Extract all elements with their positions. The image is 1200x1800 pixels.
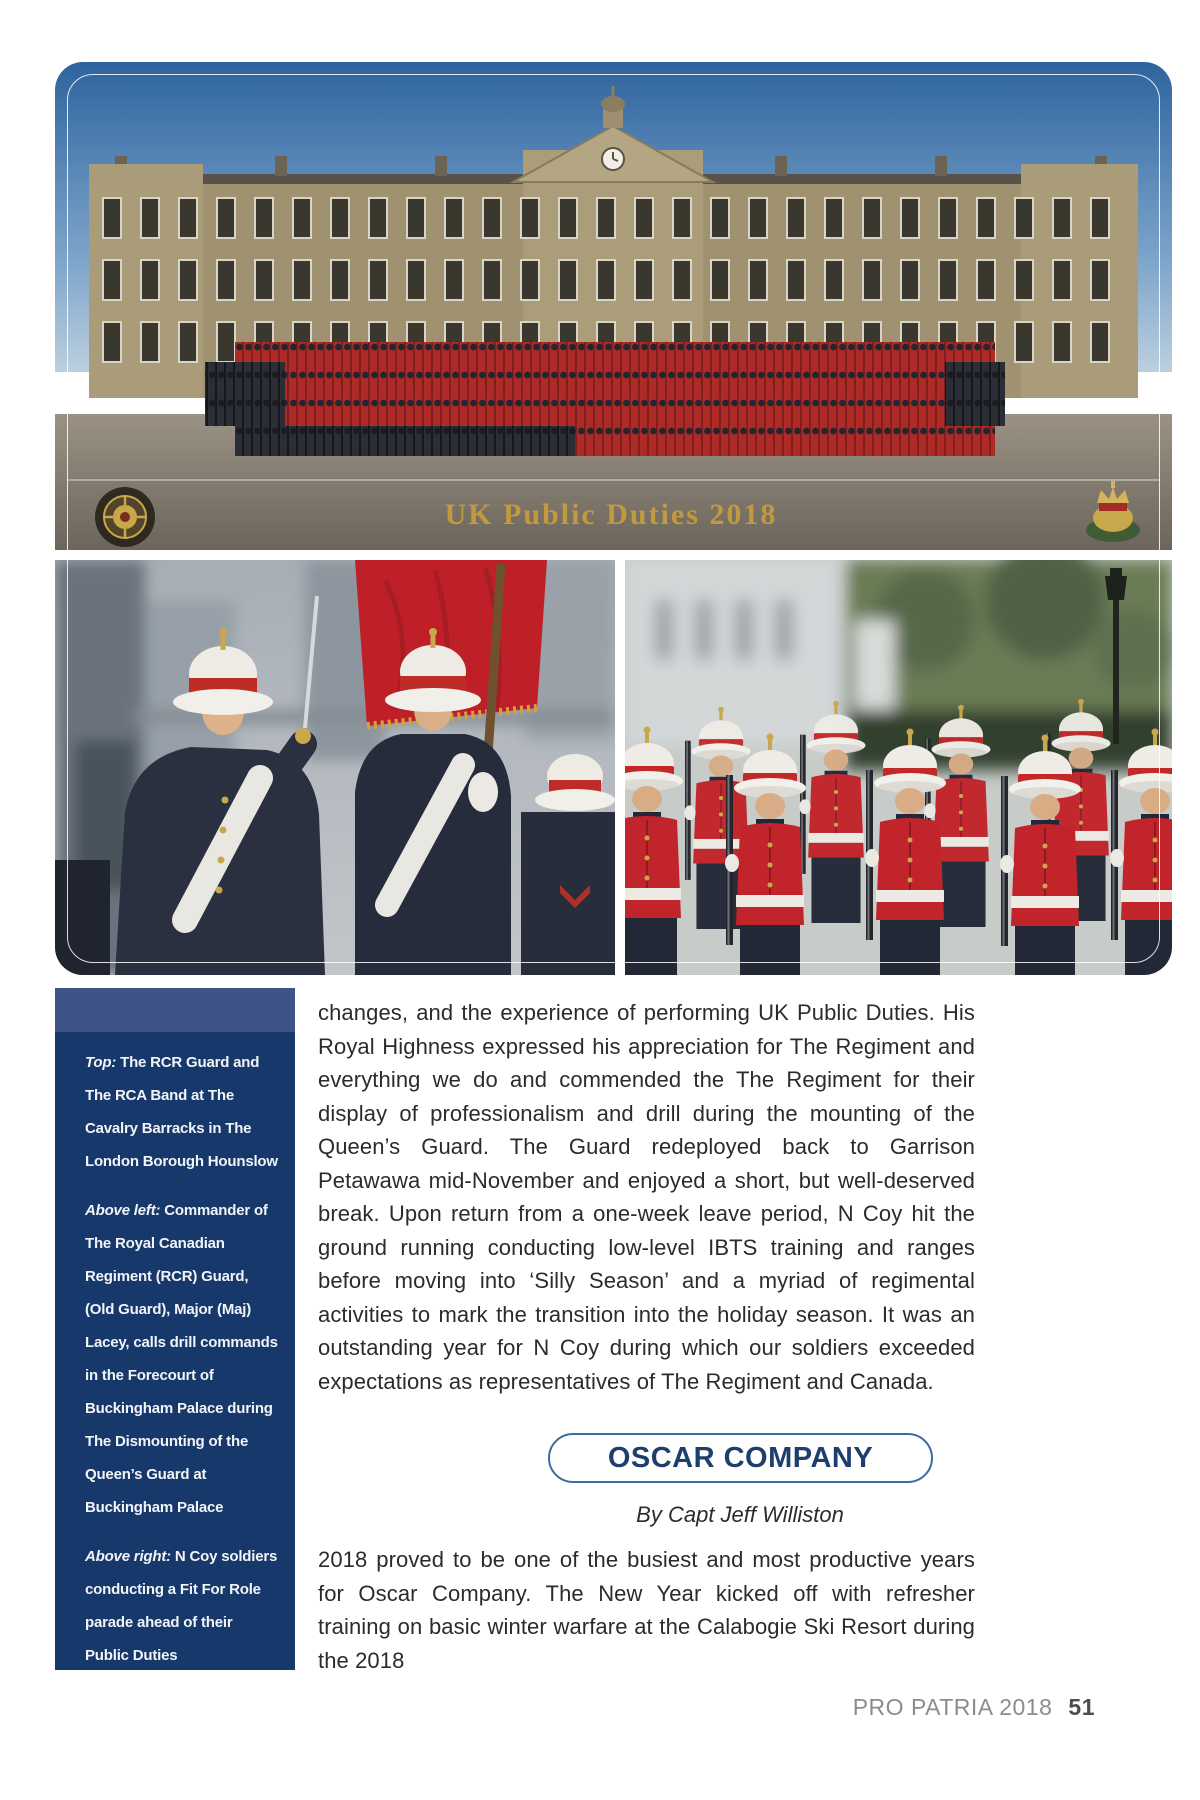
photo-old-guard-commander [55, 560, 615, 975]
article-paragraph-1: changes, and the experience of performing UK Public Duties. His Royal Highness expressed his appreciation for The Regiment and everything we do and commended the The Regiment for their display of professionalism and drill during the mounting of the Queen’s Guard. The Guard redeployed back to Garrison Petawawa mid-November and enjoyed a short, but well-deserved break. Upon return from a one-week leave period, N Coy hit the ground running conducting low-level IBTS training and ranges before moving into ‘Silly Season’ and a myriad of regimental activities to mark the transition into the holiday season. It was an outstanding year for N Coy during which our soldiers exceeded expectations as representatives of The Regiment and Canada. [318, 1000, 975, 1394]
section-heading-box [548, 1433, 933, 1483]
article-paragraph-2: 2018 proved to be one of the busiest and most productive years for Oscar Company. The New Year kicked off with refresher training on basic winter warfare at the Calabogie Ski Resort during the 2018 [318, 1547, 975, 1673]
caption-top [85, 1046, 280, 1178]
journal-title: PRO PATRIA 2018 [852, 1694, 1053, 1720]
caption-above-right [85, 1540, 280, 1672]
caption-above-left [85, 1194, 280, 1524]
sidebar-accent-band [55, 988, 295, 1032]
caption-lead: Top: [85, 1054, 117, 1071]
caption-body: The RCR Guard and The RCA Band at The Cavalry Barracks in The London Borough Hounslow [85, 1054, 278, 1170]
section-heading: OSCAR COMPANY [607, 1441, 874, 1474]
page-footer [853, 1694, 1095, 1721]
caption-lead: Above right: [85, 1548, 171, 1565]
page-number: 51 [1068, 1694, 1095, 1720]
rca-band-badge [95, 487, 155, 547]
caption-lead: Above left: [85, 1202, 161, 1219]
photo-n-coy-parade [625, 560, 1172, 975]
caption-strip-divider [67, 479, 1160, 481]
caption-sidebar [55, 988, 295, 1670]
caption-body: N Coy soldiers conducting a Fit For Role parade ahead of their Public Duties [85, 1548, 278, 1664]
soldier-formation [205, 342, 1005, 456]
photo-gold-caption: UK Public Duties 2018 [444, 498, 778, 531]
photo-montage [55, 62, 1172, 975]
article-byline: By Capt Jeff Williston [636, 1502, 844, 1527]
photo-uk-public-duties-group [55, 62, 1172, 550]
caption-body: Commander of The Royal Canadian Regiment (RCR) Guard, (Old Guard), Major (Maj) Lacey, calls drill commands in the Forecourt of Buckingham Palace during The Dismounting of the Queen’s Guard at Buckingham Palace [85, 1202, 278, 1516]
